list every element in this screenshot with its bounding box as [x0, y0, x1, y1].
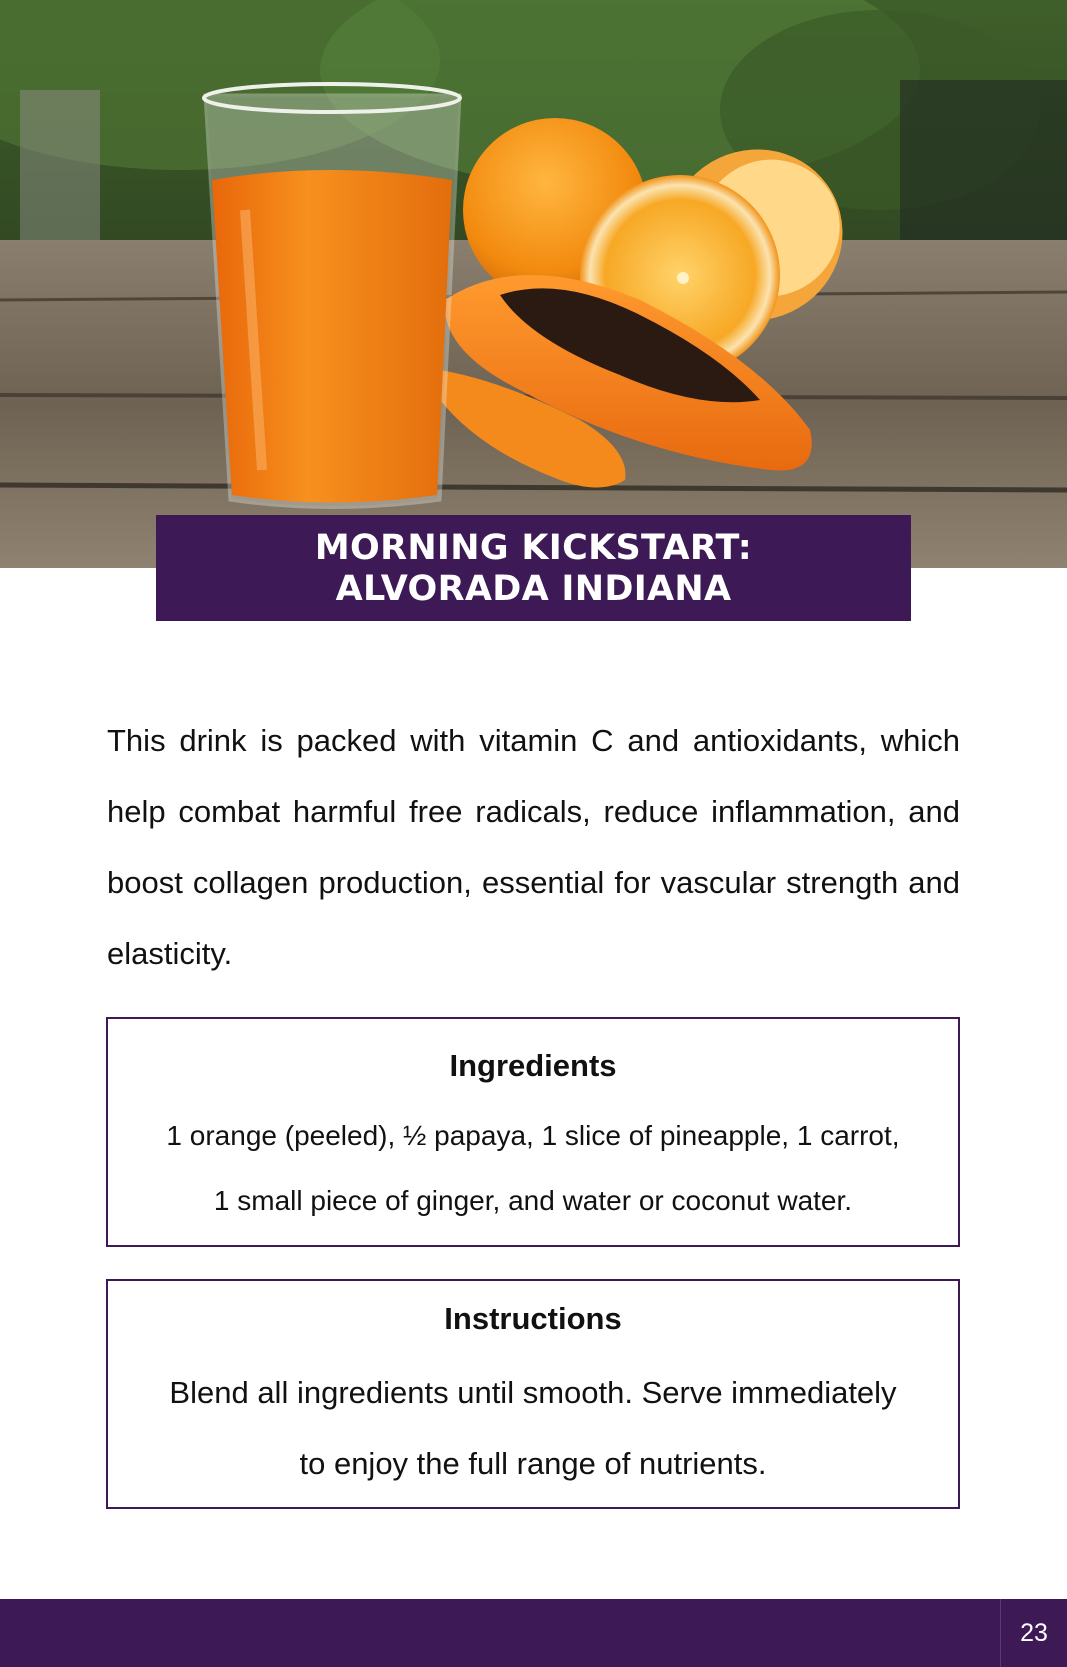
instructions-heading: Instructions: [444, 1301, 622, 1336]
instructions-box: [106, 1279, 960, 1509]
instructions-line-2: to enjoy the full range of nutrients.: [299, 1446, 767, 1481]
ingredients-heading: Ingredients: [449, 1048, 617, 1083]
page-footer: [0, 1599, 1067, 1667]
instructions-text: [108, 1357, 958, 1499]
title-banner: [156, 515, 911, 621]
hero-photo: [0, 0, 1067, 568]
juice-photo-illustration: [0, 0, 1067, 568]
ingredients-line-1: 1 orange (peeled), ½ papaya, 1 slice of pineapple, 1 carrot,: [166, 1120, 900, 1151]
page-title-line-1: MORNING KICKSTART:: [314, 528, 753, 568]
intro-paragraph: This drink is packed with vitamin C and antioxidants, which help combat harmful free radicals, reduce inflammation, and boost collagen production, essential for vascular strength and elasticity.: [107, 723, 960, 971]
page-title-line-2: ALVORADA INDIANA: [335, 569, 732, 609]
ingredients-text: [108, 1103, 958, 1233]
page-number: 23: [1000, 1599, 1067, 1667]
ingredients-line-2: 1 small piece of ginger, and water or coconut water.: [213, 1185, 853, 1216]
ingredients-box: [106, 1017, 960, 1247]
instructions-line-1: Blend all ingredients until smooth. Serve immediately: [169, 1375, 897, 1410]
